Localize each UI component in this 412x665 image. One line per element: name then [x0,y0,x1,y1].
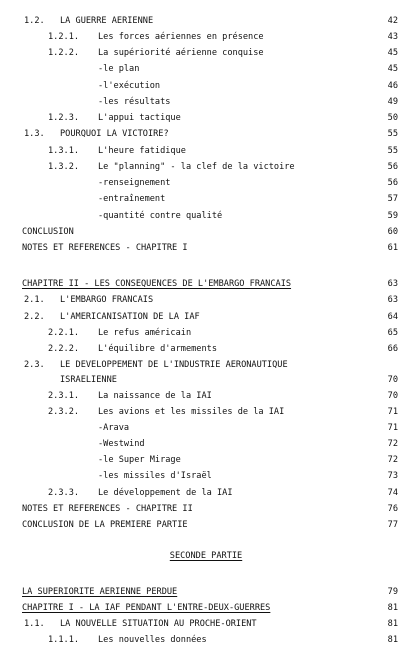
toc-entry-number: 1.1.1. [48,635,80,645]
toc-entry-title: CONCLUSION DE LA PREMIERE PARTIE [22,520,188,530]
toc-entry-page: 46 [387,81,398,91]
toc-entry [0,192,412,206]
toc-entry-page: 70 [387,391,398,401]
toc-entry-page: 76 [387,504,398,514]
toc-entry-title: CHAPITRE II - LES CONSEQUENCES DE L'EMBARGO FRANCAIS [22,279,292,289]
toc-entry-title: Le "planning" - la clef de la victoire [98,162,295,172]
toc-entry-title: CHAPITRE I - LA IAF PENDANT L'ENTRE-DEUX-GUERRES [22,603,271,613]
toc-entry-page: 55 [387,129,398,139]
toc-entry-title: -l'exécution [98,81,161,91]
toc-entry-title: Les forces aériennes en présence [98,32,264,42]
toc-entry-number: 1.2.2. [48,48,80,58]
toc-entry-page: 77 [387,520,398,530]
toc-entry-page: 79 [387,587,398,597]
toc-entry [0,502,412,516]
toc-entry-page: 63 [387,279,398,289]
toc-entry-page: 81 [387,635,398,645]
toc-entry-title: L'AMERICANISATION DE LA IAF [60,312,200,322]
toc-entry [0,601,412,615]
toc-entry-title: Le refus américain [98,328,192,338]
toc-entry-number: 2.3.2. [48,407,80,417]
toc-entry [0,326,412,340]
toc-entry-title: LE DEVELOPPEMENT DE L'INDUSTRIE AERONAUTIQUE [60,360,288,370]
toc-entry-title: Les nouvelles données [98,635,207,645]
toc-entry [0,225,412,239]
toc-entry-title: CONCLUSION [22,227,74,237]
toc-entry [0,127,412,141]
toc-entry-page: 71 [387,407,398,417]
toc-entry-title: -Arava [98,423,130,433]
toc-entry-title: L'équilibre d'armements [98,344,217,354]
toc-entry [0,30,412,44]
toc-entry-page: 71 [387,423,398,433]
toc-entry-page: 43 [387,32,398,42]
toc-entry-page: 42 [387,16,398,26]
toc-entry [0,144,412,158]
toc-entry-title: LA GUERRE AERIENNE [60,16,154,26]
toc-entry-page: 59 [387,211,398,221]
toc-entry [0,453,412,467]
toc-entry-title: L'EMBARGO FRANCAIS [60,295,154,305]
toc-entry-title: -quantité contre qualité [98,211,223,221]
toc-entry-page: 81 [387,603,398,613]
toc-entry-title: -les résultats [98,97,171,107]
toc-entry-page: 56 [387,162,398,172]
toc-entry [0,46,412,60]
toc-entry [0,518,412,532]
toc-entry [0,469,412,483]
toc-entry-title: POURQUOI LA VICTOIRE? [60,129,169,139]
toc-entry-number: 2.3.3. [48,488,80,498]
toc-entry-page: 72 [387,455,398,465]
toc-entry-title: -entraînement [98,194,166,204]
toc-entry-title: Les avions et les missiles de la IAI [98,407,285,417]
toc-entry [0,79,412,93]
toc-entry-title: NOTES ET REFERENCES - CHAPITRE I [22,243,188,253]
toc-entry [0,373,412,387]
toc-entry-page: 64 [387,312,398,322]
toc-entry-number: 1.2.1. [48,32,80,42]
toc-entry-page: 61 [387,243,398,253]
toc-entry-page: 81 [387,619,398,629]
toc-entry-number: 2.3.1. [48,391,80,401]
toc-entry [0,293,412,307]
toc-entry [0,585,412,599]
toc-entry-page: 72 [387,439,398,449]
toc-entry [0,405,412,419]
toc-entry-page: 56 [387,178,398,188]
toc-entry [0,111,412,125]
toc-entry-page: 65 [387,328,398,338]
toc-entry-page: 57 [387,194,398,204]
toc-entry-number: 2.2.2. [48,344,80,354]
toc-entry-page: 73 [387,471,398,481]
toc-entry [0,421,412,435]
toc-entry-number: 2.3. [24,360,45,370]
toc-entry-page: 49 [387,97,398,107]
toc-entry-page: 63 [387,295,398,305]
toc-entry [0,486,412,500]
toc-entry-number: 1.3. [24,129,45,139]
toc-entry-title: SECONDE PARTIE [169,551,243,561]
toc-entry-title: -le Super Mirage [98,455,181,465]
toc-entry-title: L'appui tactique [98,113,181,123]
toc-entry-page: 74 [387,488,398,498]
toc-entry-number: 1.3.1. [48,146,80,156]
toc-entry [0,342,412,356]
toc-entry [0,549,412,563]
toc-entry-page: 66 [387,344,398,354]
toc-entry-title: -Westwind [98,439,145,449]
toc-entry [0,176,412,190]
toc-entry-title: La supériorité aérienne conquise [98,48,264,58]
toc-entry-title: Le développement de la IAI [98,488,233,498]
toc-entry [0,62,412,76]
toc-entry [0,209,412,223]
toc-entry-page: 60 [387,227,398,237]
toc-entry-title: La naissance de la IAI [98,391,212,401]
toc-entry-title: L'heure fatidique [98,146,186,156]
toc-entry-page: 45 [387,48,398,58]
toc-entry-number: 1.3.2. [48,162,80,172]
toc-entry-title: -le plan [98,64,140,74]
toc-entry-page: 55 [387,146,398,156]
toc-entry [0,95,412,109]
toc-entry [0,633,412,647]
toc-entry-number: 1.2.3. [48,113,80,123]
toc-entry [0,14,412,28]
toc-entry-page: 50 [387,113,398,123]
toc-entry [0,358,412,372]
toc-entry-title: -les missiles d'Israël [98,471,212,481]
toc-entry [0,241,412,255]
toc-entry-page: 45 [387,64,398,74]
toc-entry-page: 70 [387,375,398,385]
toc-entry-number: 2.2. [24,312,45,322]
toc-entry-number: 2.2.1. [48,328,80,338]
toc-entry [0,437,412,451]
toc-entry-title: LA SUPERIORITE AERIENNE PERDUE [22,587,178,597]
toc-entry-number: 2.1. [24,295,45,305]
toc-entry-number: 1.2. [24,16,45,26]
toc-entry-title: LA NOUVELLE SITUATION AU PROCHE-ORIENT [60,619,257,629]
toc-entry [0,617,412,631]
toc-entry-number: 1.1. [24,619,45,629]
toc-entry [0,310,412,324]
toc-entry-title: -renseignement [98,178,171,188]
toc-entry-title: ISRAELIENNE [60,375,117,385]
toc-entry [0,389,412,403]
toc-entry [0,277,412,291]
toc-entry-title: NOTES ET REFERENCES - CHAPITRE II [22,504,193,514]
toc-entry [0,160,412,174]
